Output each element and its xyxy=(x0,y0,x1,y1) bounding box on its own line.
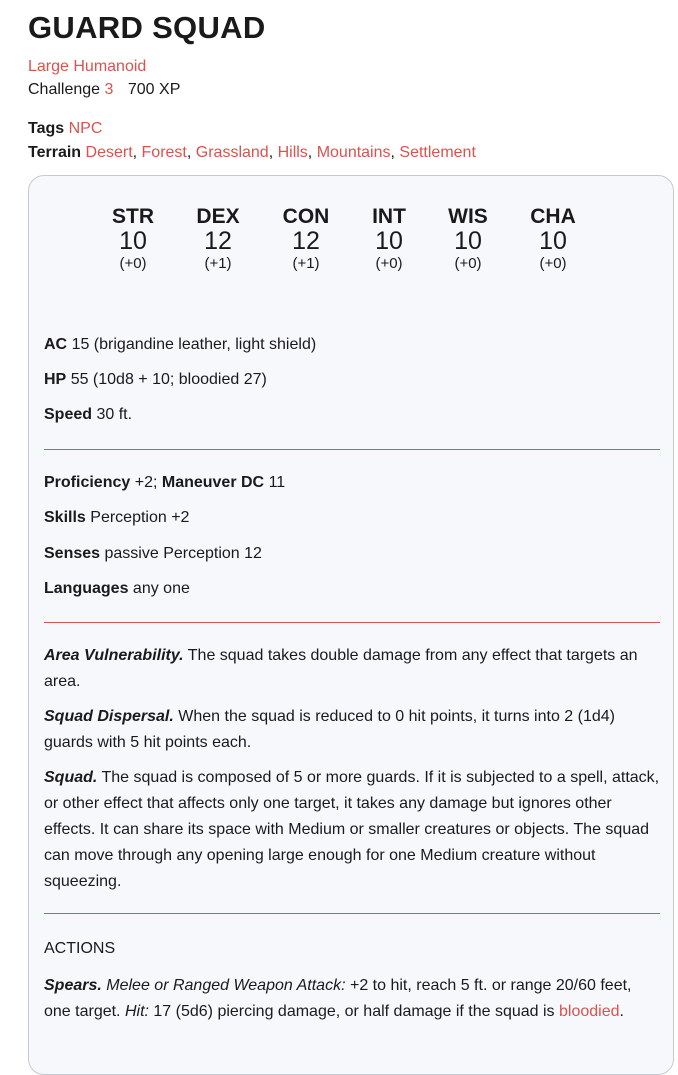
ability-mod: (+0) xyxy=(375,255,403,272)
divider xyxy=(44,622,660,623)
proficiency-line xyxy=(44,470,660,496)
ability-name: CHA xyxy=(530,205,576,228)
ability-scores xyxy=(29,206,673,286)
speed-label: Speed xyxy=(44,406,93,423)
hp-line xyxy=(44,367,660,393)
actions-heading: ACTIONS xyxy=(44,940,116,957)
ability-mod: (+1) xyxy=(204,255,232,272)
trait-text: The squad is composed of 5 or more guards. If it is subjected to a spell, attack, or other effect that affects only one target, it takes any damage but ignores other effects. It can share its space with Medium or smaller creatures or objects. The squad can move through any opening large enough for one Medium creature without squeezing. xyxy=(44,769,660,890)
proficiency-value: +2; xyxy=(134,474,158,491)
ability-str xyxy=(93,206,173,273)
ability-wis xyxy=(428,206,508,273)
senses-line xyxy=(44,541,660,567)
divider xyxy=(44,913,660,914)
ability-score: 10 xyxy=(539,227,567,255)
attack-text: +2 to hit, reach 5 ft. or range 20/60 feet, one target. xyxy=(44,977,632,1020)
trait-text: The squad takes double damage from any effect that targets an area. xyxy=(44,647,638,690)
trait-name: Area Vulnerability. xyxy=(44,647,184,664)
terrain-line: Terrain Desert, Forest, Grassland, Hills, Mountains, Settlement xyxy=(28,144,476,161)
ability-name: CON xyxy=(282,205,330,228)
trait-text: When the squad is reduced to 0 hit points, it turns into 2 (1d4) guards with 5 hit points each. xyxy=(44,708,615,751)
terrain-link-mountains[interactable]: Mountains xyxy=(316,144,391,161)
tag-link[interactable]: NPC xyxy=(68,120,103,137)
speed-value: 30 ft. xyxy=(96,406,133,423)
skills-line xyxy=(44,505,660,531)
maneuver-dc-label: Maneuver DC xyxy=(161,474,265,491)
tags-line xyxy=(28,119,102,139)
ability-dex xyxy=(178,206,258,273)
maneuver-dc-value: 11 xyxy=(268,474,286,491)
action-name: Spears. xyxy=(44,977,102,994)
languages-label: Languages xyxy=(44,580,129,597)
terrain-link-forest[interactable]: Forest xyxy=(141,144,187,161)
languages-line xyxy=(44,576,660,602)
action-spears xyxy=(44,973,660,1025)
ability-con xyxy=(266,206,346,273)
ac-label: AC xyxy=(44,336,68,353)
ability-mod: (+0) xyxy=(454,255,482,272)
challenge-line xyxy=(28,80,180,100)
proficiency-label: Proficiency xyxy=(44,474,131,491)
senses-value: passive Perception 12 xyxy=(104,545,262,562)
hit-label: Hit: xyxy=(124,1003,149,1020)
ac-line xyxy=(44,332,660,358)
ability-name: STR xyxy=(112,205,154,228)
divider xyxy=(44,449,660,450)
ability-score: 12 xyxy=(292,227,320,255)
ability-cha xyxy=(513,206,593,273)
terrain-label: Terrain xyxy=(28,144,82,161)
hp-label: HP xyxy=(44,371,67,388)
ability-mod: (+0) xyxy=(539,255,567,272)
hp-value: 55 (10d8 + 10; bloodied 27) xyxy=(70,371,267,388)
ability-score: 10 xyxy=(119,227,147,255)
terrain-link-desert[interactable]: Desert xyxy=(85,144,133,161)
trait-name: Squad. xyxy=(44,769,98,786)
ability-name: DEX xyxy=(196,205,240,228)
languages-value: any one xyxy=(132,580,190,597)
stat-block-card xyxy=(28,175,674,1075)
attack-type: Melee or Ranged Weapon Attack: xyxy=(106,977,346,994)
trait-name: Squad Dispersal. xyxy=(44,708,174,725)
page-title: GUARD SQUAD xyxy=(28,10,266,45)
xp-value: 700 XP xyxy=(127,81,181,98)
creature-type[interactable]: Large Humanoid xyxy=(28,58,147,75)
ability-score: 10 xyxy=(375,227,403,255)
trait-area-vulnerability xyxy=(44,643,660,695)
ability-score: 12 xyxy=(204,227,232,255)
terrain-link-hills[interactable]: Hills xyxy=(277,144,308,161)
trait-squad xyxy=(44,765,660,895)
terrain-link-settlement[interactable]: Settlement xyxy=(399,144,476,161)
ability-int xyxy=(349,206,429,273)
action-end: . xyxy=(619,1003,624,1020)
bloodied-link[interactable]: bloodied xyxy=(559,1003,620,1020)
challenge-value[interactable]: 3 xyxy=(104,81,114,98)
hit-text: 17 (5d6) piercing damage, or half damage if the squad is xyxy=(153,1003,555,1020)
senses-label: Senses xyxy=(44,545,101,562)
ability-score: 10 xyxy=(454,227,482,255)
ac-value: 15 (brigandine leather, light shield) xyxy=(71,336,317,353)
ability-mod: (+1) xyxy=(292,255,320,272)
speed-line xyxy=(44,402,660,428)
ability-name: WIS xyxy=(448,205,488,228)
skills-label: Skills xyxy=(44,509,86,526)
skills-value: Perception +2 xyxy=(90,509,190,526)
ability-name: INT xyxy=(372,205,406,228)
terrain-link-grassland[interactable]: Grassland xyxy=(195,144,269,161)
tags-label: Tags xyxy=(28,120,65,137)
ability-mod: (+0) xyxy=(119,255,147,272)
challenge-label: Challenge xyxy=(28,81,101,98)
trait-squad-dispersal xyxy=(44,704,660,756)
